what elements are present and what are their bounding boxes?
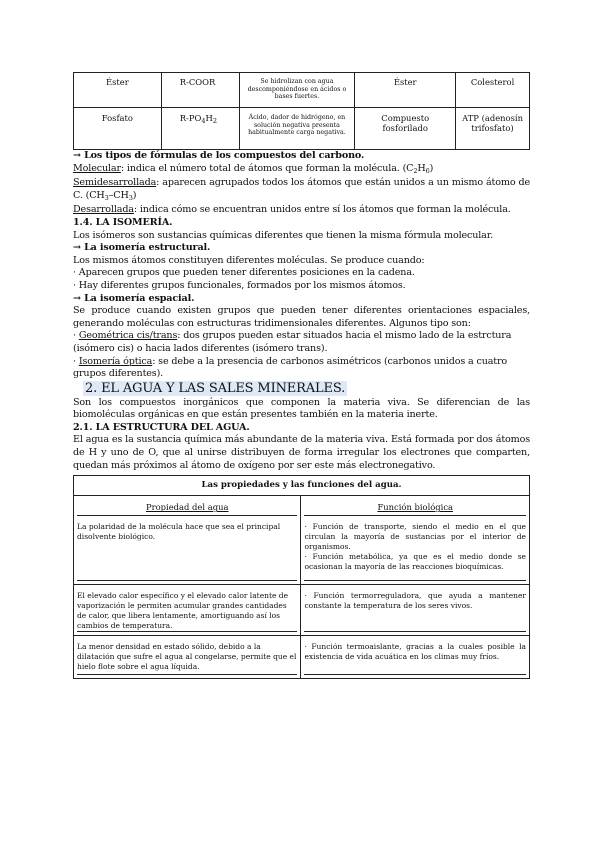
function-text: · Función termoaislante, gracias a la cuales posible la existencia de vida acuática en los climas muy fríos. — [304, 642, 526, 675]
table-caption: Las propiedades y las funciones del agua. — [74, 476, 530, 496]
geometric-paragraph — [73, 330, 530, 355]
formula-text: H — [417, 162, 426, 174]
formula-text: H — [205, 113, 213, 123]
subscript: 2 — [413, 166, 418, 175]
table-row — [74, 73, 530, 108]
functional-groups-table — [73, 72, 530, 150]
property-text: La menor densidad en estado sólido, debido a la dilatación que sufre el agua al congelarse, permite que el hielo flote sobre el agua líquida. — [77, 642, 297, 675]
geometric-term: Geométrica cis/trans — [78, 330, 178, 342]
table-row — [74, 636, 530, 679]
example-cell: Compuesto fosforilado — [355, 108, 456, 150]
semi-term: Semidesarrollada — [73, 177, 157, 189]
formula-cell: R-COOR — [161, 73, 239, 108]
property-header-cell — [74, 496, 301, 517]
formula-subscript: 4 — [201, 117, 206, 125]
structural-intro: Los mismos átomos constituyen diferentes moléculas. Se produce cuando: — [73, 254, 425, 266]
property-text: La polaridad de la molécula hace que sea el principal disolvente biológico. — [77, 522, 297, 581]
table-row — [74, 585, 530, 636]
semi-text: : aparecen agrupados todos los átomos que están unidos a un mismo átomo de C. (CH — [73, 177, 530, 201]
water-intro: Son los compuestos inorgánicos que componen la materia viva. Se diferencian de las biomoléculas orgánicas en que están presentes también en la materia inerte. — [73, 396, 530, 421]
subscript: 3 — [104, 193, 109, 202]
formula-subscript: 2 — [212, 117, 217, 125]
spatial-heading: → La isomería espacial. — [73, 292, 195, 304]
table-row — [74, 108, 530, 150]
property-cell — [74, 585, 301, 636]
list-item: · Hay diferentes grupos funcionales, formados por los mismos átomos. — [73, 279, 406, 291]
property-cell — [74, 516, 301, 585]
function-cell — [301, 516, 530, 585]
compound-cell: ATP (adenosín trifosfato) — [456, 108, 530, 150]
function-text: · Función de transporte, siendo el medio en el que circulan la mayoría de sustancias por el interior de organismos. · Función metabólica, ya que es el medio donde se ocasionan la mayoría de las reacciones bioquímicas. — [304, 522, 526, 581]
formula-text: R-PO — [179, 113, 202, 123]
water-properties-table — [73, 475, 530, 679]
spatial-intro: Se produce cuando existen grupos que pueden tener diferentes orientaciones espaciales, generando moléculas con estructuras tridimensionales diferentes. Algunos tipo son: — [73, 305, 530, 329]
group-cell: Éster — [74, 73, 162, 108]
formula-text: ) — [132, 189, 137, 201]
section-title-text: 2. EL AGUA Y LAS SALES MINERALES. — [85, 380, 346, 396]
properties-cell: Se hidrolizan con agua descomponiéndose en ácidos o bases fuertes. — [239, 73, 355, 108]
semi-paragraph — [73, 177, 530, 204]
function-cell — [301, 585, 530, 636]
table-row — [74, 516, 530, 585]
bullet: · — [73, 330, 79, 342]
properties-cell: Ácido, dador de hidrógeno, en solución negativa presenta habitualmente carga negativa. — [239, 108, 355, 150]
formulas-heading: → Los tipos de fórmulas de los compuestos del carbono. — [73, 150, 365, 161]
page — [73, 72, 530, 679]
desarrollada-paragraph — [73, 204, 530, 217]
example-cell: Éster — [355, 73, 456, 108]
subscript: 6 — [425, 166, 430, 175]
header-row — [74, 496, 530, 517]
bullet: · — [73, 355, 79, 367]
section-title — [73, 381, 530, 397]
formula-text: –CH — [108, 189, 129, 201]
structural-heading: → La isomería estructural. — [73, 242, 211, 254]
formula-cell — [161, 108, 239, 150]
optical-text: : se debe a la presencia de carbonos asimétricos (carbonos unidos a cuatro grupos diferentes). — [73, 355, 508, 380]
body-text — [73, 150, 530, 472]
function-text: · Función termorreguladora, que ayuda a mantener constante la temperatura de los seres vivos. — [304, 591, 526, 632]
formula-text: ) — [429, 162, 434, 174]
function-cell — [301, 636, 530, 679]
optical-paragraph — [73, 356, 530, 381]
list-item: · Aparecen grupos que pueden tener diferentes posiciones en la cadena. — [73, 267, 415, 279]
property-text: El elevado calor específico y el elevado calor latente de vaporización le permiten acumular grandes cantidades de calor, que libera lentamente, amortiguando así los cambios de temperatura. — [77, 591, 297, 632]
isomeria-intro: Los isómeros son sustancias químicas diferentes que tienen la misma fórmula molecular. — [73, 229, 494, 241]
molecular-term: Molecular — [73, 162, 121, 174]
molecular-text: : indica el número total de átomos que forman la molécula. (C — [120, 162, 414, 174]
molecular-paragraph — [73, 163, 530, 178]
des-term: Desarrollada — [73, 204, 134, 216]
caption-row — [74, 476, 530, 496]
property-column-header: Propiedad del agua — [146, 502, 229, 513]
group-cell: Fosfato — [74, 108, 162, 150]
property-cell — [74, 636, 301, 679]
structure-heading: 2.1. LA ESTRUCTURA DEL AGUA. — [73, 421, 250, 433]
function-header-cell — [301, 496, 530, 517]
structure-text: El agua es la sustancia química más abundante de la materia viva. Está formada por dos átomos de H y uno de O, que al unirse distribuyen de forma irregular los electrones que comparten, quedan más próximos al átomo de oxígeno por ser este más electronegativo. — [73, 434, 530, 471]
des-text: : indica cómo se encuentran unidos entre sí los átomos que forman la molécula. — [133, 204, 511, 216]
subscript: 3 — [128, 193, 133, 202]
optical-term: Isomería óptica — [78, 355, 153, 367]
geometric-text: : dos grupos pueden estar situados hacia el mismo lado de la estrctura (isómero cis) o hacia lados diferentes (isómero trans). — [73, 330, 512, 354]
isomeria-heading: 1.4. LA ISOMERÍA. — [73, 216, 173, 228]
function-column-header: Función biológica — [377, 502, 454, 513]
compound-cell: Colesterol — [456, 73, 530, 108]
